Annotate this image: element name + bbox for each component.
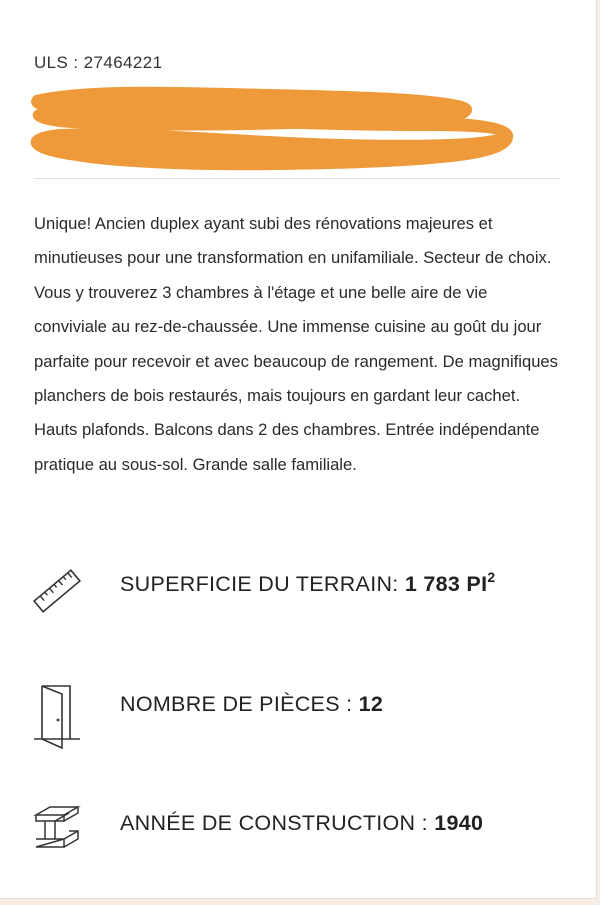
- lot-area-unit-exponent: 2: [487, 569, 496, 585]
- redaction-scribble: [30, 82, 520, 172]
- feature-rooms: [30, 684, 570, 754]
- feature-lot-area: [30, 566, 570, 636]
- door-icon: [30, 684, 84, 754]
- year-built-label: ANNÉE DE CONSTRUCTION :: [120, 811, 435, 835]
- rooms-text: [120, 692, 383, 717]
- feature-year-built: [30, 803, 570, 873]
- lot-area-value: 1 783 $PI^2$: [404, 569, 496, 596]
- lot-area-text: [120, 569, 496, 597]
- year-built-value: 1940: [434, 811, 484, 835]
- steel-beam-icon: [30, 803, 84, 873]
- ruler-icon: [30, 566, 84, 636]
- section-divider: [34, 178, 560, 179]
- rooms-label: NOMBRE DE PIÈCES :: [120, 692, 359, 716]
- uls-number: ULS : 27464221: [34, 53, 163, 72]
- year-built-text: [120, 811, 483, 836]
- lot-area-label: SUPERFICIE DU TERRAIN:: [120, 572, 405, 596]
- rooms-value: 12: [358, 692, 384, 716]
- property-description: Unique! Ancien duplex ayant subi des rénovations majeures et minutieuses pour une transformation en unifamiliale. Secteur de choix. Vous y trouverez 3 chambres à l'étage et une belle aire de vie conviviale au rez-de-chaussée. Une immense cuisine au goût du jour parfaite pour recevoir et avec beaucoup de rangement. De magnifiques planchers de bois restaurés, mais toujours en gardant leur cachet. Hauts plafonds. Balcons dans 2 des chambres. Entrée indépendante pratique au sous-sol. Grande salle familiale.: [34, 214, 558, 474]
